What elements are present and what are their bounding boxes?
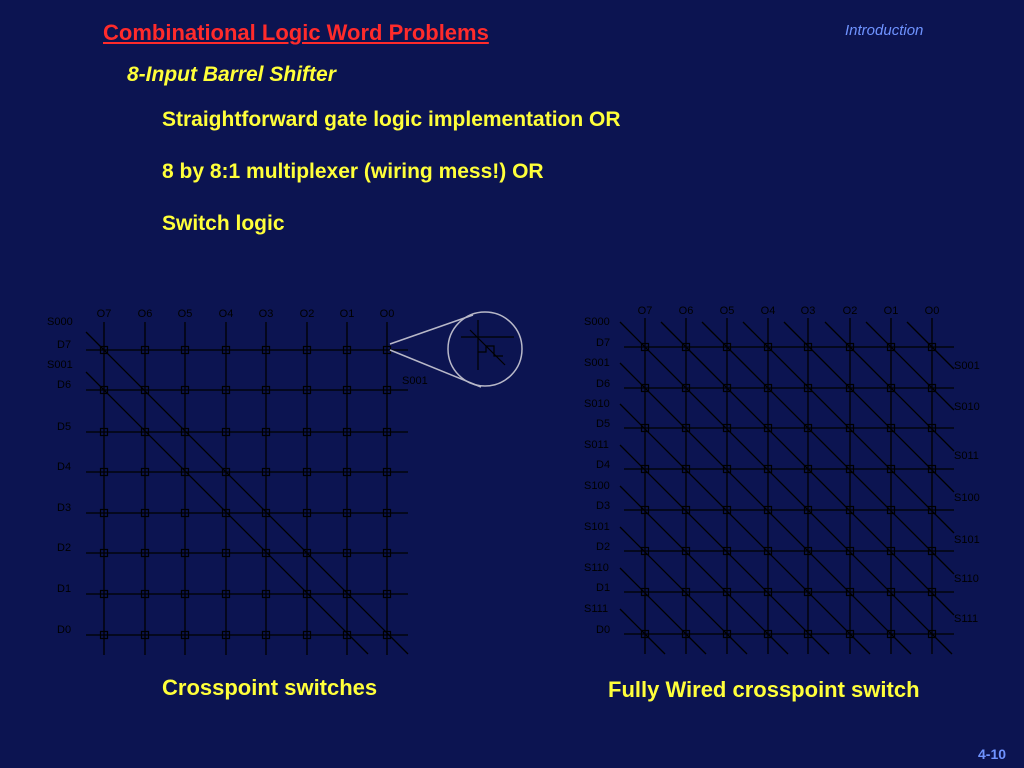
bullet-multiplexer: 8 by 8:1 multiplexer (wiring mess!) OR <box>162 160 544 183</box>
output-label-o5: O5 <box>719 305 735 317</box>
output-label-o7: O7 <box>637 305 653 317</box>
select-label-s001: S001 <box>47 359 73 371</box>
input-label-d3: D3 <box>596 500 611 512</box>
select-line-s000 <box>620 322 952 654</box>
output-label-o2: O2 <box>299 308 315 320</box>
right-crosspoint-grid <box>584 305 980 654</box>
output-label-o3: O3 <box>800 305 816 317</box>
input-label-d5: D5 <box>596 418 611 430</box>
detail-select-label: S001 <box>402 375 428 387</box>
select-line-s001 <box>620 363 911 654</box>
select-line-s110 <box>620 568 706 654</box>
detail-select-wire <box>470 330 505 365</box>
select-line-s010 <box>620 404 870 654</box>
input-label-d0: D0 <box>596 624 611 636</box>
input-label-d4: D4 <box>57 461 72 473</box>
select-right-label-s010: S010 <box>954 401 980 413</box>
select-left-label-s010: S010 <box>584 398 610 410</box>
slide-subtitle: 8-Input Barrel Shifter <box>127 63 336 86</box>
select-right-label-s110: S110 <box>954 573 979 585</box>
select-right-label-s011: S011 <box>954 450 979 462</box>
input-label-d1: D1 <box>57 583 72 595</box>
output-label-o4: O4 <box>760 305 776 317</box>
select-line-s111 <box>620 609 665 654</box>
output-label-o0: O0 <box>379 308 395 320</box>
input-label-d7: D7 <box>57 339 72 351</box>
caption-crosspoint-switches: Crosspoint switches <box>162 675 378 700</box>
output-label-o2: O2 <box>842 305 858 317</box>
section-label: Introduction <box>845 22 924 39</box>
switch-detail-callout <box>390 312 522 387</box>
output-label-o5: O5 <box>177 308 193 320</box>
left-crosspoint-grid <box>47 308 408 655</box>
output-label-o0: O0 <box>924 305 940 317</box>
bullet-gate-logic: Straightforward gate logic implementation OR <box>162 108 621 131</box>
select-left-label-s000: S000 <box>584 316 610 328</box>
zoom-leader-top <box>390 315 473 344</box>
select-left-label-s101: S101 <box>584 521 610 533</box>
output-label-o1: O1 <box>339 308 355 320</box>
select-left-label-s001: S001 <box>584 357 610 369</box>
input-label-d6: D6 <box>57 379 72 391</box>
output-label-o3: O3 <box>258 308 274 320</box>
select-right-label-s001: S001 <box>954 360 980 372</box>
input-label-d1: D1 <box>596 582 611 594</box>
input-label-d5: D5 <box>57 421 72 433</box>
input-label-d3: D3 <box>57 502 72 514</box>
output-label-o4: O4 <box>218 308 234 320</box>
output-label-o6: O6 <box>137 308 153 320</box>
select-right-label-s111: S111 <box>954 613 979 625</box>
select-line-wrap <box>866 322 954 410</box>
output-label-o6: O6 <box>678 305 694 317</box>
input-label-d0: D0 <box>57 624 72 636</box>
select-left-label-s011: S011 <box>584 439 609 451</box>
select-left-label-s110: S110 <box>584 562 609 574</box>
select-left-label-s100: S100 <box>584 480 610 492</box>
select-line-wrap <box>907 322 954 369</box>
select-right-label-s101: S101 <box>954 534 980 546</box>
output-label-o1: O1 <box>883 305 899 317</box>
input-label-d2: D2 <box>57 542 72 554</box>
output-label-o7: O7 <box>96 308 112 320</box>
select-label-s000: S000 <box>47 316 73 328</box>
input-label-d2: D2 <box>596 541 611 553</box>
input-label-d7: D7 <box>596 337 611 349</box>
input-label-d6: D6 <box>596 378 611 390</box>
select-left-label-s111: S111 <box>584 603 609 615</box>
select-line-s101 <box>620 527 747 654</box>
caption-fully-wired: Fully Wired crosspoint switch <box>608 677 920 702</box>
slide-title: Combinational Logic Word Problems <box>103 20 489 45</box>
select-line-wrap <box>702 322 954 574</box>
select-line-s011 <box>620 445 829 654</box>
select-right-label-s100: S100 <box>954 492 980 504</box>
zoom-circle <box>448 312 522 386</box>
select-line-s000 <box>86 332 408 654</box>
page-number: 4-10 <box>978 746 1007 762</box>
bullet-switch-logic: Switch logic <box>162 212 285 235</box>
input-label-d4: D4 <box>596 459 611 471</box>
